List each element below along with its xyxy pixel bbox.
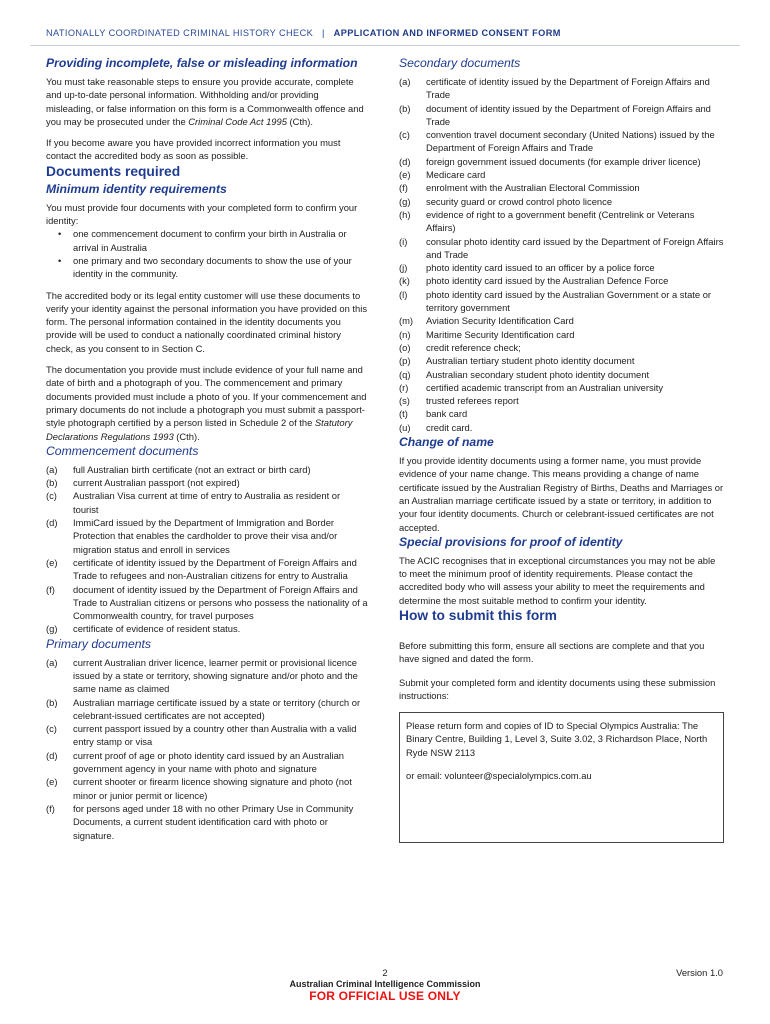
minimum-identity-paragraph-1: You must provide four documents with your completed form to confirm your identity: [46,201,358,227]
incomplete-info-heading: Providing incomplete, false or misleading information [46,56,358,70]
item-text: Australian secondary student photo identity document [426,368,650,380]
bullet-item: • one primary and two secondary documents to show the use of your identity in the community. [46,254,368,281]
minimum-identity-paragraph-2: The accredited body or its legal entity customer will use these documents to verify your identity against the personal information you have provided on this form. The personal information contained in the identity documents you provide will be used to conduct a nationally coordinated criminal history check, as you consent to in Section C. [46,289,368,354]
item-text: certificate of identity issued by the Department of Foreign Affairs and Trade [426,76,710,101]
item-label: (e) [46,556,58,568]
item-text: photo identity card issued by the Australian Government or a state or territory government [426,288,712,314]
item-label: (k) [399,275,410,287]
change-of-name-heading: Change of name [399,435,494,450]
item-text: credit reference check; [426,341,521,353]
item-text: current Australian passport (not expired) [73,477,240,489]
item-label: (g) [46,623,58,635]
item-text: Australian Visa current at time of entry to Australia as resident or tourist [73,490,341,515]
item-text: full Australian birth certificate (not an extract or birth card) [73,463,311,475]
list-item [399,314,724,327]
item-label: (d) [399,155,411,167]
item-label: (q) [399,368,411,380]
item-text: security guard or crowd control photo licence [426,195,613,207]
list-item [46,656,368,696]
page-number: 2 [382,967,388,978]
item-label: (l) [399,288,408,300]
item-label: (h) [399,208,411,220]
item-label: (c) [46,490,57,502]
item-text: trusted referees report [426,395,519,407]
minimum-identity-heading: Minimum identity requirements [46,181,227,196]
list-item [399,128,724,155]
item-text: certificate of evidence of resident status. [73,623,241,635]
item-label: (m) [399,315,414,327]
list-item [46,583,368,623]
item-text: enrolment with the Australian Electoral Commission [426,182,640,194]
item-text: credit card. [426,421,473,433]
list-item [399,102,724,129]
list-item [399,261,724,274]
primary-documents-list [46,656,368,842]
item-label: (e) [399,169,411,181]
list-item [399,235,724,262]
item-text: current Australian driver licence, learner permit or provisional licence issued by a state or territory, showing signature and/or photo and the same name as claimed [73,656,358,695]
submission-instructions-box [399,712,724,843]
header-separator: | [322,28,325,38]
item-text: document of identity issued by the Department of Foreign Affairs and Trade to Australian citizens or persons who possess the nationality of a Commonwealth country, for travel purposes [73,583,368,622]
submit-paragraph-1: Before submitting this form, ensure all sections are complete and that you have signed and dated the form. [399,639,705,665]
list-item [399,381,724,394]
minimum-identity-paragraph-3 [46,363,368,443]
item-label: (a) [46,463,58,475]
item-label: (c) [399,129,410,141]
item-text: evidence of right to a government benefit (Centrelink or Veterans Affairs) [426,208,695,234]
list-item [399,354,724,367]
right-column [399,55,724,843]
list-item [46,622,368,635]
commencement-documents-heading: Commencement documents [46,443,199,458]
incomplete-p1-italic: Criminal Code Act 1995 [188,115,287,127]
header-right: APPLICATION AND INFORMED CONSENT FORM [333,28,561,38]
item-text: document of identity issued by the Department of Foreign Affairs and Trade [426,102,711,127]
item-text: photo identity card issued by the Australian Defence Force [426,275,669,287]
item-label: (f) [46,802,55,814]
item-label: (c) [46,723,57,735]
list-item [46,516,368,556]
minimum-identity-bullets [46,227,368,280]
item-label: (f) [46,583,55,595]
item-label: (a) [399,76,411,87]
list-item [399,328,724,341]
list-item [46,722,368,749]
item-text: foreign government issued documents (for example driver licence) [426,155,701,167]
list-item [399,75,724,102]
list-item [46,489,368,516]
item-text: bank card [426,408,468,420]
bullet-item: • one commencement document to confirm your birth in Australia or arrival in Australia [46,227,368,254]
item-text: photo identity card issued to an officer by a police force [426,262,655,274]
change-of-name-paragraph: If you provide identity documents using a former name, you must provide evidence of your name change. This means providing a change of name certificate issued by the Australian Registry of Births, Deaths and Marriages or an Australian marriage certificate issued by a state or territory, in addition to your four identity documents. Church or celebrant-issued certificates are not accepted. [399,455,724,533]
item-label: (a) [46,656,58,668]
item-text: convention travel document secondary (United Nations) issued by the Department of Foreign Affairs and Trade [426,129,715,154]
item-text: Medicare card [426,169,486,181]
list-item [46,696,368,723]
item-text: Aviation Security Identification Card [426,315,574,327]
header-rule [30,45,740,46]
list-item [399,168,724,181]
header-left: NATIONALLY COORDINATED CRIMINAL HISTORY CHECK [46,28,314,38]
item-label: (i) [399,235,408,247]
how-to-submit-heading: How to submit this form [399,607,557,623]
item-text: Maritime Security Identification card [426,328,575,340]
return-email: or email: volunteer@specialolympics.com.au [406,770,592,782]
min-p3-italic: Statutory Declarations Regulations 1993 [46,417,353,442]
commencement-documents-list [46,463,368,636]
item-text: Australian tertiary student photo identity document [426,355,635,367]
item-label: (s) [399,395,410,407]
page-header [46,27,561,40]
list-item [46,556,368,583]
item-text: certificate of identity issued by the Department of Foreign Affairs and Trade to refugees and non-Australian citizens for entry to Australia [73,556,357,582]
item-text: certified academic transcript from an Australian university [426,381,664,393]
return-address: Please return form and copies of ID to Special Olympics Australia: The Binary Centre, Building 1, Level 3, Suite 3.02, 3 Richardson Place, North Ryde NSW 2113 [406,720,708,758]
item-label: (b) [46,477,58,489]
special-provisions-heading: Special provisions for proof of identity [399,534,623,549]
list-item [399,181,724,194]
item-label: (t) [399,408,408,420]
list-item [399,208,724,235]
left-column [46,55,368,842]
item-label: (d) [46,749,58,761]
list-item [399,195,724,208]
item-label: (e) [46,776,58,788]
organisation-name: Australian Criminal Intelligence Commission [289,979,481,989]
incomplete-info-paragraph-2: If you become aware you have provided incorrect information you must contact the accredited body as soon as possible. [46,137,341,162]
item-text: Australian marriage certificate issued by a state or territory (church or celebrant-issued certificates are not accepted) [73,696,361,721]
item-text: current shooter or firearm licence showing signature and photo (not minor or junior permit or licence) [73,776,352,801]
incomplete-p1-text: You must take reasonable steps to ensure you provide accurate, complete and up-to-date personal information. Withholding and/or providing misleading, or false information on this form is a Commonwealth offence and you may be prosecuted under the [46,76,364,127]
item-text: ImmiCard issued by the Department of Immigration and Border Protection that enables the cardholder to prove their visa and/or migration status and enroll in services [73,517,338,555]
list-item [46,775,368,802]
list-item [399,394,724,407]
min-p3-text: The documentation you provide must include evidence of your full name and date of birth and a photograph of you. The commencement and primary documents provided must include a photo of you. If your commencement and primary documents do not include a photograph you must submit a passport-style photograph certified by a person listed in Schedule 2 of the [46,364,367,429]
list-item [46,749,368,776]
list-item [46,802,368,842]
special-provisions-paragraph: The ACIC recognises that in exceptional circumstances you may not be able to meet the minimum proof of identity requirements. Please contact the accredited body who will assess your ability to meet the requirements and determine the most suitable method to confirm your identity. [399,554,716,606]
secondary-documents-heading: Secondary documents [399,56,521,70]
list-item [399,421,724,434]
item-label: (f) [399,182,408,194]
item-label: (b) [46,696,58,708]
item-label: (d) [46,517,58,529]
primary-documents-heading: Primary documents [46,636,151,651]
item-label: (b) [399,102,411,114]
min-p3-end: (Cth). [173,430,200,442]
version-label: Version 1.0 [676,967,723,978]
list-item [399,407,724,420]
list-item [46,476,368,489]
item-label: (r) [399,381,409,393]
item-text: for persons aged under 18 with no other Primary Use in Community Documents, a current student identification card with photo or signature. [73,802,354,841]
list-item [399,368,724,381]
item-label: (g) [399,195,411,207]
documents-required-heading: Documents required [46,163,181,179]
list-item [399,274,724,287]
list-item [46,463,368,476]
official-use-label: FOR OFFICIAL USE ONLY [309,989,461,1003]
secondary-documents-list [399,75,724,434]
list-item [399,155,724,168]
list-item [399,288,724,315]
submit-paragraph-2: Submit your completed form and identity documents using these submission instructions: [399,676,716,701]
incomplete-info-paragraph-1 [46,75,368,128]
item-label: (p) [399,355,411,367]
item-label: (j) [399,262,408,274]
item-label: (u) [399,421,411,433]
item-label: (o) [399,341,411,353]
item-text: current proof of age or photo identity card issued by an Australian government agency in your name with photo and signature [73,749,344,775]
item-text: current passport issued by a country other than Australia with a valid entry stamp or visa [73,723,357,748]
item-label: (n) [399,328,411,340]
item-text: consular photo identity card issued by the Department of Foreign Affairs and Trade [426,235,724,260]
incomplete-p1-end: (Cth). [286,115,313,127]
list-item [399,341,724,354]
